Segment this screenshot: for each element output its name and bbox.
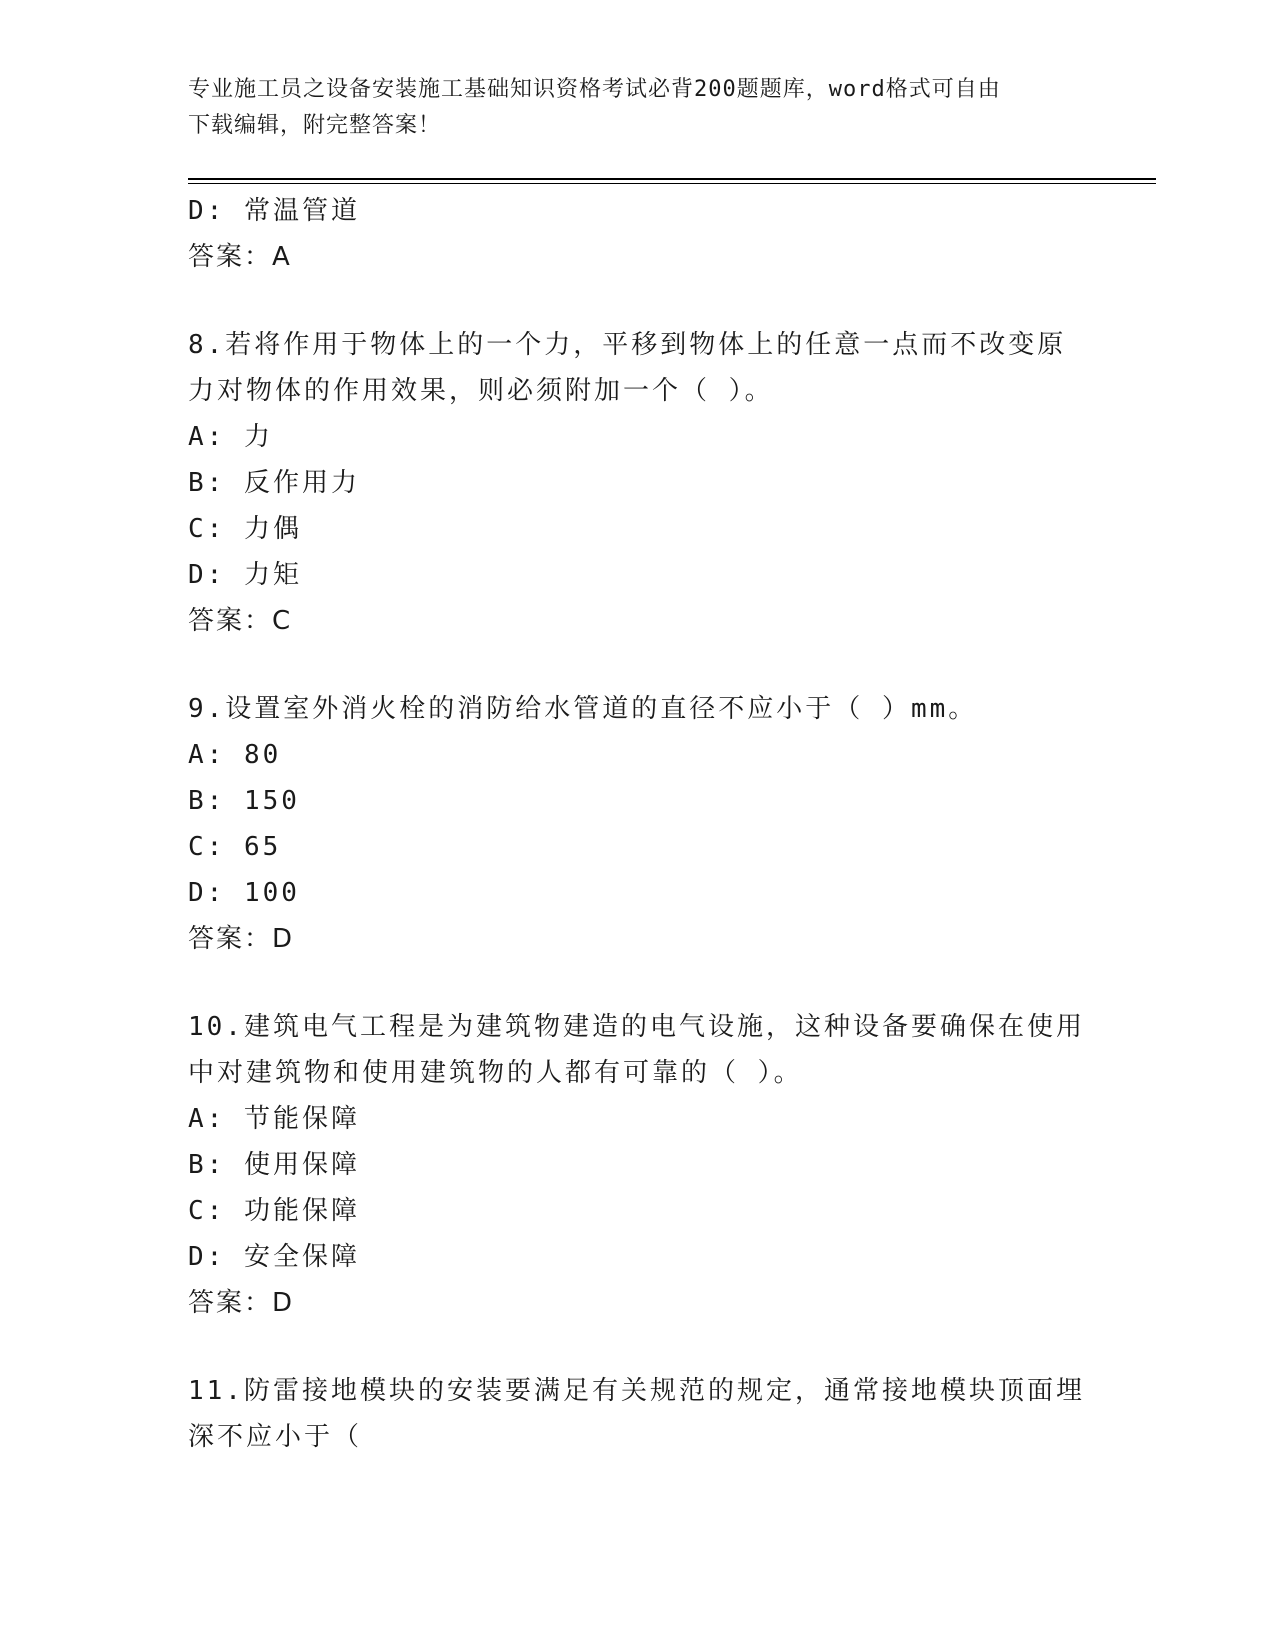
- stem-line-2: 力对物体的作用效果，则必须附加一个（ ）。: [188, 376, 774, 406]
- stem-line-1: 10.建筑电气工程是为建筑物建造的电气设施，这种设备要确保在使用: [188, 1012, 1085, 1042]
- option-b: B: 反作用力: [188, 468, 360, 498]
- option-b: B: 150: [188, 786, 300, 816]
- answer-line: 答案：D: [188, 924, 295, 954]
- header-divider-thin: [188, 183, 1156, 184]
- question-10: [188, 1004, 1088, 1326]
- option-a: A: 力: [188, 422, 273, 452]
- option-d: D: 100: [188, 878, 300, 908]
- option-c: C: 力偶: [188, 514, 302, 544]
- option-c: C: 功能保障: [188, 1196, 360, 1226]
- option-b: B: 使用保障: [188, 1150, 360, 1180]
- document-header: [188, 72, 1088, 144]
- option-c: C: 65: [188, 832, 282, 862]
- option-d: D: 安全保障: [188, 1242, 360, 1272]
- stem-line-1: 8.若将作用于物体上的一个力，平移到物体上的任意一点而不改变原: [188, 330, 1067, 360]
- option-d: D: 力矩: [188, 560, 302, 590]
- question-9: [188, 686, 1088, 962]
- option-a: A: 80: [188, 740, 282, 770]
- option-a: A: 节能保障: [188, 1104, 360, 1134]
- header-line-1: 专业施工员之设备安装施工基础知识资格考试必背200题题库，word格式可自由: [188, 77, 1001, 102]
- question-11: [188, 1368, 1088, 1460]
- stem-line-1: 9.设置室外消火栓的消防给水管道的直径不应小于（ ）mm。: [188, 694, 978, 724]
- question-list: [188, 188, 1088, 1460]
- question-stem: [188, 1368, 1088, 1460]
- answer-line: 答案：C: [188, 606, 293, 636]
- option-d: D: 常温管道: [188, 196, 360, 226]
- stem-line-2: 深不应小于（: [188, 1422, 363, 1452]
- stem-line-1: 11.防雷接地模块的安装要满足有关规范的规定，通常接地模块顶面埋: [188, 1376, 1085, 1406]
- question-stem: [188, 686, 1088, 732]
- answer-line: 答案：D: [188, 1288, 295, 1318]
- stem-line-2: 中对建筑物和使用建筑物的人都有可靠的（ ）。: [188, 1058, 803, 1088]
- question-stem: [188, 322, 1088, 414]
- question-8: [188, 322, 1088, 644]
- header-divider-thick: [188, 178, 1156, 180]
- previous-question-tail: [188, 188, 1088, 280]
- header-line-2: 下载编辑，附完整答案！: [188, 113, 442, 138]
- question-stem: [188, 1004, 1088, 1096]
- answer-line: 答案：A: [188, 242, 292, 272]
